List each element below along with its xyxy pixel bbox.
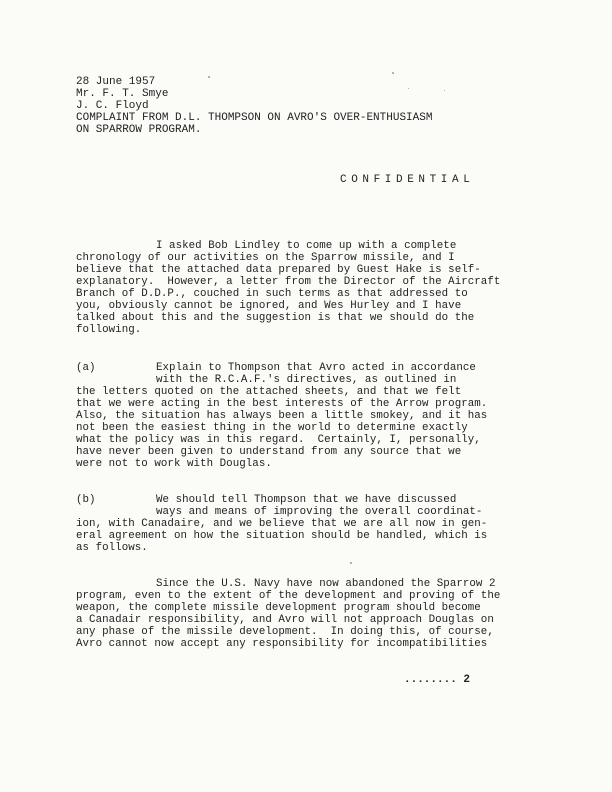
item-a-line: with the R.C.A.F.'s directives, as outlined in bbox=[156, 374, 457, 386]
scan-speck bbox=[408, 88, 409, 89]
item-a-line: that we were acting in the best interests of the Arrow program. bbox=[76, 398, 488, 410]
intro-line: Branch of D.D.P., couched in such terms as that addressed to bbox=[76, 288, 468, 300]
item-a-line: not been the easiest thing in the world to determine exactly bbox=[76, 422, 468, 434]
intro-line: talked about this and the suggestion is that we should do the bbox=[76, 312, 475, 324]
confidential-stamp: CONFIDENTIAL bbox=[340, 174, 475, 186]
memo-date: 28 June 1957 bbox=[76, 76, 156, 88]
item-a-line: have never been given to understand from any source that we bbox=[76, 446, 462, 458]
final-line: Since the U.S. Navy have now abandoned the Sparrow 2 bbox=[156, 578, 496, 590]
memo-subject-line-1: COMPLAINT FROM D.L. THOMPSON ON AVRO'S OVER-ENTHUSIASM bbox=[76, 112, 433, 124]
intro-line: believe that the attached data prepared by Guest Hake is self- bbox=[76, 264, 481, 276]
scan-speck bbox=[444, 90, 445, 91]
item-b-line: as follows. bbox=[76, 542, 148, 554]
item-a-line: Explain to Thompson that Avro acted in accordance bbox=[156, 362, 476, 374]
item-a-line: the letters quoted on the attached sheets, and that we felt bbox=[76, 386, 462, 398]
scan-speck bbox=[208, 76, 210, 78]
scan-speck bbox=[350, 562, 352, 564]
memo-to: Mr. F. T. Smye bbox=[76, 88, 169, 100]
intro-line: explanatory. However, a letter from the Director of the Aircraft bbox=[76, 276, 501, 288]
item-b-line: We should tell Thompson that we have discussed bbox=[156, 494, 457, 506]
item-a-line: were not to work with Douglas. bbox=[76, 458, 272, 470]
item-b-line: ways and means of improving the overall coordinat- bbox=[156, 506, 483, 518]
final-line: a Canadair responsibility, and Avro will not approach Douglas on bbox=[76, 614, 494, 626]
item-a-line: what the policy was in this regard. Certainly, I, personally, bbox=[76, 434, 481, 446]
continuation-marker: ........ 2 bbox=[404, 674, 471, 686]
intro-line: following. bbox=[76, 324, 142, 336]
intro-line: I asked Bob Lindley to come up with a complete bbox=[156, 240, 457, 252]
item-b-label: (b) bbox=[76, 494, 96, 506]
scan-speck bbox=[392, 72, 394, 74]
item-b-line: ion, with Canadaire, and we believe that we are all now in gen- bbox=[76, 518, 488, 530]
final-line: Avro cannot now accept any responsibility for incompatibilities bbox=[76, 638, 488, 650]
final-line: any phase of the missile development. In doing this, of course, bbox=[76, 626, 494, 638]
memo-subject-line-2: ON SPARROW PROGRAM. bbox=[76, 124, 202, 136]
memo-from: J. C. Floyd bbox=[76, 100, 149, 112]
intro-line: chronology of our activities on the Sparrow missile, and I bbox=[76, 252, 455, 264]
final-line: weapon, the complete missile development program should become bbox=[76, 602, 481, 614]
final-line: program, even to the extent of the development and proving of the bbox=[76, 590, 501, 602]
item-a-label: (a) bbox=[76, 362, 96, 374]
intro-line: you, obviously cannot be ignored, and Wes Hurley and I have bbox=[76, 300, 462, 312]
item-a-line: Also, the situation has always been a little smokey, and it has bbox=[76, 410, 488, 422]
item-b-line: eral agreement on how the situation should be handled, which is bbox=[76, 530, 488, 542]
